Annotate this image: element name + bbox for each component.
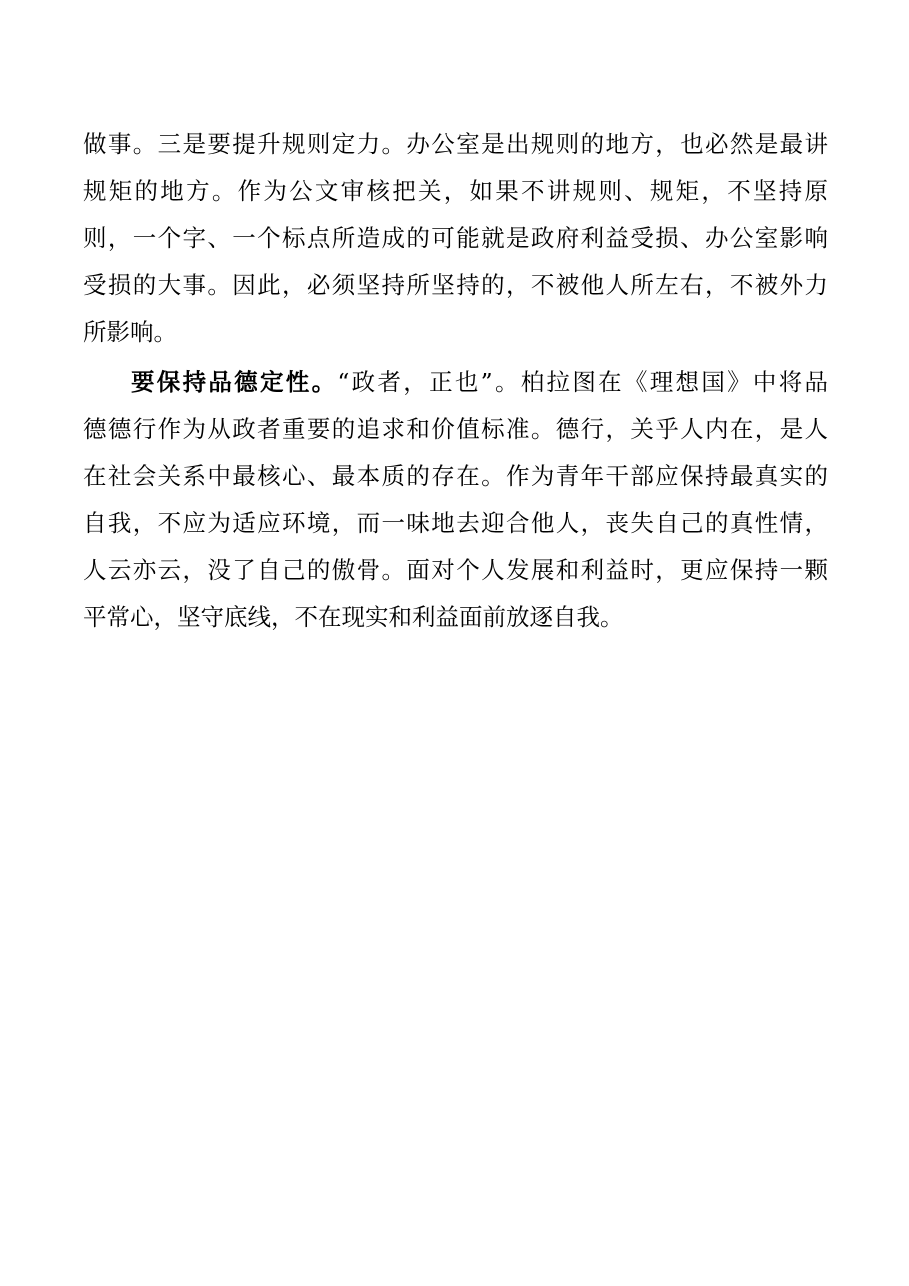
paragraph-line: 自我，不应为适应环境，而一味地去迎合他人，丧失自己的真性情，	[83, 509, 828, 537]
paragraph-line: 所影响。	[83, 318, 177, 346]
paragraph-line: 平常心，坚守底线，不在现实和利益面前放逐自我。	[83, 603, 624, 631]
paragraph-line: 做事。三是要提升规则定力。办公室是出规则的地方，也必然是最讲	[83, 130, 828, 158]
paragraph-line: 规矩的地方。作为公文审核把关，如果不讲规则、规矩，不坚持原	[83, 177, 828, 205]
paragraph-line: 受损的大事。因此，必须坚持所坚持的，不被他人所左右，不被外力	[83, 271, 828, 299]
paragraph-line: 德德行作为从政者重要的追求和价值标准。德行，关乎人内在，是人	[83, 415, 828, 443]
paragraph-text: “政者，正也”。柏拉图在《理想国》中将品	[337, 368, 829, 396]
paragraph-first-line	[131, 364, 828, 400]
paragraph-line: 在社会关系中最核心、最本质的存在。作为青年干部应保持最真实的	[83, 462, 828, 490]
section-heading: 要保持品德定性。	[131, 368, 338, 396]
paragraph-line: 人云亦云，没了自己的傲骨。面对个人发展和利益时，更应保持一颗	[83, 556, 828, 584]
paragraph-line: 则，一个字、一个标点所造成的可能就是政府利益受损、办公室影响	[83, 224, 828, 252]
